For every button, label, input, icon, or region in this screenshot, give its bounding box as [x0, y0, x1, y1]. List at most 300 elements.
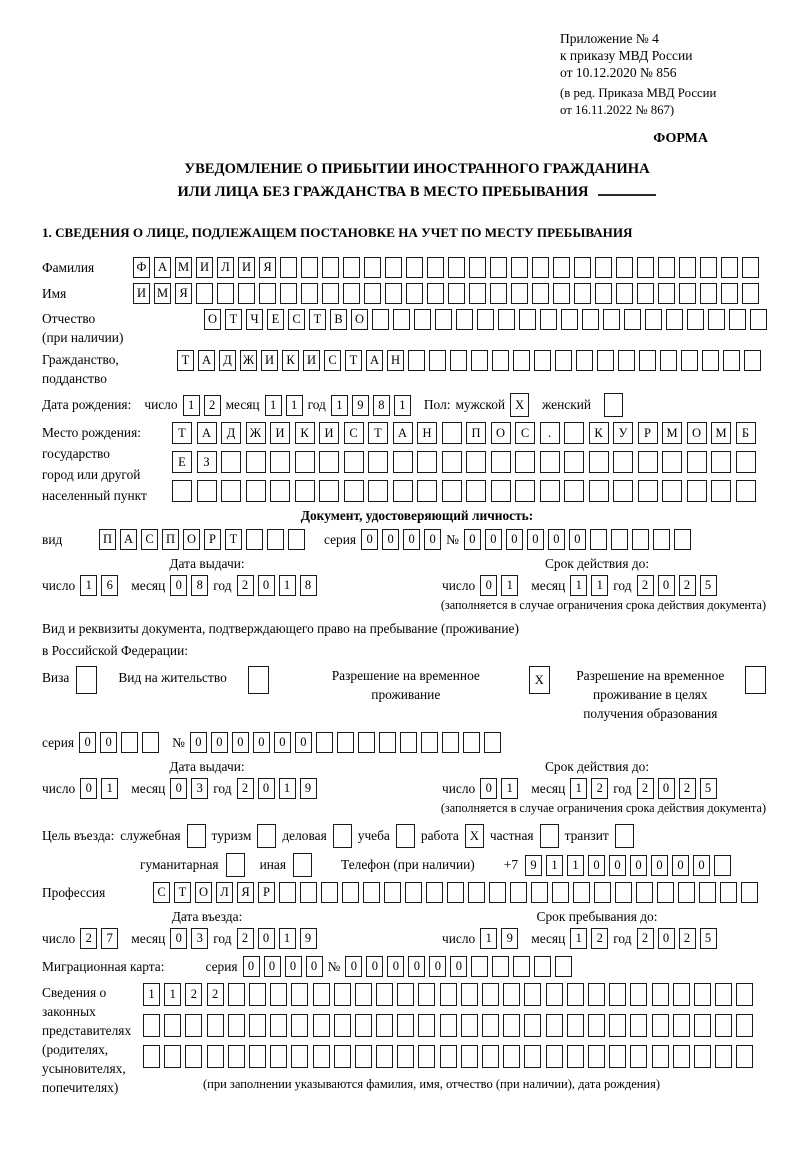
res-series-cell[interactable]: 0 [79, 732, 96, 753]
humanitarian-checkbox[interactable] [226, 853, 245, 877]
phone-cell[interactable]: 0 [672, 855, 689, 876]
doc-series-cell[interactable]: 0 [403, 529, 420, 550]
firstname-cell[interactable] [322, 283, 339, 304]
res-valid-day-cell[interactable]: 1 [501, 778, 518, 799]
doc-kind-cell[interactable] [246, 529, 263, 550]
representative-cell[interactable] [461, 1045, 478, 1068]
doc-kind-cell[interactable]: А [120, 529, 137, 550]
doc-number-cell[interactable] [590, 529, 607, 550]
birthplace-cell[interactable] [368, 451, 388, 473]
firstname-cell[interactable] [406, 283, 423, 304]
migration-number-cell[interactable] [492, 956, 509, 977]
doc-valid-year-cell[interactable]: 2 [637, 575, 654, 596]
entry-day-cell[interactable]: 2 [80, 928, 97, 949]
surname-cell[interactable] [427, 257, 444, 278]
representative-cell[interactable] [207, 1045, 224, 1068]
firstname-cell[interactable] [427, 283, 444, 304]
doc-issue-day-cell[interactable]: 6 [101, 575, 118, 596]
representative-cell[interactable]: 2 [185, 983, 202, 1006]
citizenship-cell[interactable]: Н [387, 350, 404, 371]
representative-cell[interactable] [313, 1045, 330, 1068]
res-number-cell[interactable]: 0 [211, 732, 228, 753]
doc-valid-month-cell[interactable]: 1 [570, 575, 587, 596]
doc-series-cell[interactable]: 0 [382, 529, 399, 550]
private-checkbox[interactable] [540, 824, 559, 848]
commercial-checkbox[interactable] [333, 824, 352, 848]
doc-issue-month-cell[interactable]: 8 [191, 575, 208, 596]
firstname-cell[interactable] [343, 283, 360, 304]
citizenship-cell[interactable] [597, 350, 614, 371]
doc-valid-month-cell[interactable]: 1 [591, 575, 608, 596]
res-valid-year-cell[interactable]: 2 [679, 778, 696, 799]
citizenship-cell[interactable] [471, 350, 488, 371]
phone-cell[interactable]: 0 [651, 855, 668, 876]
stay-year-cell[interactable]: 2 [679, 928, 696, 949]
citizenship-cell[interactable] [576, 350, 593, 371]
surname-cell[interactable] [343, 257, 360, 278]
birthplace-cell[interactable] [491, 480, 511, 502]
representative-cell[interactable] [524, 1045, 541, 1068]
representative-cell[interactable] [461, 983, 478, 1006]
citizenship-cell[interactable] [681, 350, 698, 371]
representative-cell[interactable] [418, 1014, 435, 1037]
birthplace-cell[interactable] [687, 451, 707, 473]
male-checkbox[interactable]: X [510, 393, 529, 417]
birthplace-cell[interactable]: У [613, 422, 633, 444]
firstname-cell[interactable] [616, 283, 633, 304]
birthplace-cell[interactable] [417, 480, 437, 502]
representative-cell[interactable] [185, 1045, 202, 1068]
surname-cell[interactable] [322, 257, 339, 278]
representative-cell[interactable] [418, 1045, 435, 1068]
res-series-cell[interactable] [121, 732, 138, 753]
doc-number-cell[interactable] [611, 529, 628, 550]
representative-cell[interactable] [736, 1045, 753, 1068]
birth-year-cell[interactable]: 8 [373, 395, 390, 416]
stay-month-cell[interactable]: 2 [591, 928, 608, 949]
birth-day-cell[interactable]: 1 [183, 395, 200, 416]
citizenship-cell[interactable] [513, 350, 530, 371]
birthplace-cell[interactable]: И [270, 422, 290, 444]
birthplace-cell[interactable] [515, 480, 535, 502]
citizenship-cell[interactable] [639, 350, 656, 371]
birthplace-cell[interactable] [662, 480, 682, 502]
migration-number-cell[interactable]: 0 [387, 956, 404, 977]
entry-month-cell[interactable]: 3 [191, 928, 208, 949]
patronymic-cell[interactable] [582, 309, 599, 330]
surname-cell[interactable] [574, 257, 591, 278]
patronymic-cell[interactable] [750, 309, 767, 330]
entry-year-cell[interactable]: 9 [300, 928, 317, 949]
birthplace-cell[interactable]: Н [417, 422, 437, 444]
representative-cell[interactable] [143, 1045, 160, 1068]
birthplace-cell[interactable] [589, 451, 609, 473]
surname-cell[interactable]: И [196, 257, 213, 278]
birthplace-cell[interactable]: А [197, 422, 217, 444]
patronymic-cell[interactable] [645, 309, 662, 330]
citizenship-cell[interactable] [450, 350, 467, 371]
birthplace-cell[interactable]: Б [736, 422, 756, 444]
birthplace-cell[interactable] [393, 480, 413, 502]
migration-series-cell[interactable]: 0 [243, 956, 260, 977]
birthplace-cell[interactable] [638, 480, 658, 502]
birthplace-cell[interactable] [540, 451, 560, 473]
representative-cell[interactable] [440, 1045, 457, 1068]
profession-cell[interactable] [426, 882, 443, 903]
doc-number-cell[interactable]: 0 [548, 529, 565, 550]
res-issue-year-cell[interactable]: 0 [258, 778, 275, 799]
migration-number-cell[interactable]: 0 [366, 956, 383, 977]
patronymic-cell[interactable] [498, 309, 515, 330]
res-valid-year-cell[interactable]: 5 [700, 778, 717, 799]
representative-cell[interactable] [524, 1014, 541, 1037]
doc-issue-month-cell[interactable]: 0 [170, 575, 187, 596]
profession-cell[interactable] [699, 882, 716, 903]
representative-cell[interactable] [334, 1045, 351, 1068]
migration-number-cell[interactable]: 0 [408, 956, 425, 977]
profession-cell[interactable] [321, 882, 338, 903]
migration-number-cell[interactable] [471, 956, 488, 977]
tourism-checkbox[interactable] [257, 824, 276, 848]
patronymic-cell[interactable]: Т [309, 309, 326, 330]
representative-cell[interactable] [270, 1045, 287, 1068]
representative-cell[interactable] [694, 983, 711, 1006]
doc-issue-day-cell[interactable]: 1 [80, 575, 97, 596]
citizenship-cell[interactable]: И [303, 350, 320, 371]
birthplace-cell[interactable] [687, 480, 707, 502]
firstname-cell[interactable] [196, 283, 213, 304]
firstname-cell[interactable]: М [154, 283, 171, 304]
representative-cell[interactable] [355, 1045, 372, 1068]
birthplace-cell[interactable]: Т [368, 422, 388, 444]
birthplace-cell[interactable]: А [393, 422, 413, 444]
birthplace-cell[interactable] [736, 451, 756, 473]
doc-issue-year-cell[interactable]: 1 [279, 575, 296, 596]
firstname-cell[interactable] [469, 283, 486, 304]
birthplace-cell[interactable]: О [491, 422, 511, 444]
representative-cell[interactable] [376, 1045, 393, 1068]
profession-cell[interactable] [279, 882, 296, 903]
doc-kind-cell[interactable] [288, 529, 305, 550]
representative-cell[interactable]: 2 [207, 983, 224, 1006]
representative-cell[interactable] [503, 983, 520, 1006]
birthplace-cell[interactable] [491, 451, 511, 473]
profession-cell[interactable] [447, 882, 464, 903]
patronymic-cell[interactable] [687, 309, 704, 330]
birthplace-cell[interactable] [344, 480, 364, 502]
doc-number-cell[interactable] [632, 529, 649, 550]
surname-cell[interactable] [469, 257, 486, 278]
res-number-cell[interactable]: 0 [253, 732, 270, 753]
patronymic-cell[interactable] [708, 309, 725, 330]
res-issue-day-cell[interactable]: 0 [80, 778, 97, 799]
firstname-cell[interactable] [217, 283, 234, 304]
representative-cell[interactable] [249, 1045, 266, 1068]
birthplace-cell[interactable] [344, 451, 364, 473]
representative-cell[interactable] [546, 1014, 563, 1037]
profession-cell[interactable] [342, 882, 359, 903]
representative-cell[interactable] [249, 1014, 266, 1037]
citizenship-cell[interactable]: К [282, 350, 299, 371]
patronymic-cell[interactable] [540, 309, 557, 330]
citizenship-cell[interactable] [702, 350, 719, 371]
res-number-cell[interactable] [484, 732, 501, 753]
patronymic-cell[interactable] [414, 309, 431, 330]
study-checkbox[interactable] [396, 824, 415, 848]
surname-cell[interactable] [385, 257, 402, 278]
representative-cell[interactable] [715, 1014, 732, 1037]
patronymic-cell[interactable] [519, 309, 536, 330]
birthplace-cell[interactable]: О [687, 422, 707, 444]
firstname-cell[interactable] [532, 283, 549, 304]
res-number-cell[interactable] [316, 732, 333, 753]
phone-cell[interactable] [714, 855, 731, 876]
phone-cell[interactable]: 0 [609, 855, 626, 876]
entry-month-cell[interactable]: 0 [170, 928, 187, 949]
representative-cell[interactable] [567, 1045, 584, 1068]
representative-cell[interactable] [673, 1045, 690, 1068]
representative-cell[interactable] [588, 1045, 605, 1068]
representative-cell[interactable] [503, 1045, 520, 1068]
firstname-cell[interactable] [385, 283, 402, 304]
surname-cell[interactable] [595, 257, 612, 278]
profession-cell[interactable] [510, 882, 527, 903]
phone-cell[interactable]: 0 [693, 855, 710, 876]
representative-cell[interactable] [652, 1014, 669, 1037]
birthplace-cell[interactable] [711, 451, 731, 473]
birthplace-cell[interactable] [417, 451, 437, 473]
representative-cell[interactable] [313, 983, 330, 1006]
birthplace-cell[interactable]: Ж [246, 422, 266, 444]
citizenship-cell[interactable]: Д [219, 350, 236, 371]
birth-year-cell[interactable]: 1 [331, 395, 348, 416]
birthplace-cell[interactable] [295, 480, 315, 502]
stay-year-cell[interactable]: 5 [700, 928, 717, 949]
representative-cell[interactable] [291, 983, 308, 1006]
birthplace-cell[interactable] [736, 480, 756, 502]
citizenship-cell[interactable] [492, 350, 509, 371]
birthplace-cell[interactable]: Р [638, 422, 658, 444]
firstname-cell[interactable] [679, 283, 696, 304]
firstname-cell[interactable] [658, 283, 675, 304]
doc-valid-year-cell[interactable]: 0 [658, 575, 675, 596]
profession-cell[interactable] [489, 882, 506, 903]
surname-cell[interactable] [637, 257, 654, 278]
patronymic-cell[interactable] [393, 309, 410, 330]
res-number-cell[interactable] [442, 732, 459, 753]
res-issue-month-cell[interactable]: 3 [191, 778, 208, 799]
stay-year-cell[interactable]: 0 [658, 928, 675, 949]
profession-cell[interactable] [720, 882, 737, 903]
surname-cell[interactable]: М [175, 257, 192, 278]
doc-series-cell[interactable]: 0 [361, 529, 378, 550]
patronymic-cell[interactable]: О [204, 309, 221, 330]
surname-cell[interactable] [679, 257, 696, 278]
res-series-cell[interactable]: 0 [100, 732, 117, 753]
citizenship-cell[interactable]: Ж [240, 350, 257, 371]
patronymic-cell[interactable]: В [330, 309, 347, 330]
res-number-cell[interactable]: 0 [190, 732, 207, 753]
representative-cell[interactable] [736, 983, 753, 1006]
firstname-cell[interactable] [595, 283, 612, 304]
patronymic-cell[interactable] [603, 309, 620, 330]
birthplace-cell[interactable] [319, 480, 339, 502]
doc-number-cell[interactable] [674, 529, 691, 550]
surname-cell[interactable]: Л [217, 257, 234, 278]
profession-cell[interactable]: О [195, 882, 212, 903]
representative-cell[interactable] [482, 1014, 499, 1037]
citizenship-cell[interactable] [723, 350, 740, 371]
doc-valid-day-cell[interactable]: 1 [501, 575, 518, 596]
migration-number-cell[interactable] [555, 956, 572, 977]
patronymic-cell[interactable] [666, 309, 683, 330]
representative-cell[interactable] [376, 1014, 393, 1037]
res-valid-day-cell[interactable]: 0 [480, 778, 497, 799]
birthplace-cell[interactable] [197, 480, 217, 502]
birthplace-cell[interactable] [221, 480, 241, 502]
representative-cell[interactable] [673, 1014, 690, 1037]
citizenship-cell[interactable] [744, 350, 761, 371]
doc-valid-day-cell[interactable]: 0 [480, 575, 497, 596]
profession-cell[interactable]: Я [237, 882, 254, 903]
surname-cell[interactable] [700, 257, 717, 278]
profession-cell[interactable] [468, 882, 485, 903]
firstname-cell[interactable] [742, 283, 759, 304]
doc-kind-cell[interactable]: Р [204, 529, 221, 550]
birth-year-cell[interactable]: 1 [394, 395, 411, 416]
citizenship-cell[interactable] [408, 350, 425, 371]
representative-cell[interactable] [609, 1045, 626, 1068]
res-series-cell[interactable] [142, 732, 159, 753]
representative-cell[interactable] [185, 1014, 202, 1037]
representative-cell[interactable] [567, 983, 584, 1006]
citizenship-cell[interactable] [429, 350, 446, 371]
edu-permit-checkbox[interactable] [745, 666, 766, 694]
representative-cell[interactable] [715, 983, 732, 1006]
entry-year-cell[interactable]: 1 [279, 928, 296, 949]
res-issue-year-cell[interactable]: 2 [237, 778, 254, 799]
representative-cell[interactable] [397, 1014, 414, 1037]
phone-cell[interactable]: 9 [525, 855, 542, 876]
surname-cell[interactable] [658, 257, 675, 278]
birthplace-cell[interactable]: З [197, 451, 217, 473]
representative-cell[interactable] [609, 983, 626, 1006]
birthplace-cell[interactable] [638, 451, 658, 473]
birthplace-cell[interactable] [613, 480, 633, 502]
birthplace-cell[interactable] [613, 451, 633, 473]
phone-cell[interactable]: 1 [567, 855, 584, 876]
phone-cell[interactable]: 1 [546, 855, 563, 876]
representative-cell[interactable] [736, 1014, 753, 1037]
profession-cell[interactable]: С [153, 882, 170, 903]
res-number-cell[interactable]: 0 [232, 732, 249, 753]
birthplace-cell[interactable]: Е [172, 451, 192, 473]
firstname-cell[interactable] [448, 283, 465, 304]
representative-cell[interactable] [249, 983, 266, 1006]
patronymic-cell[interactable]: Т [225, 309, 242, 330]
female-checkbox[interactable] [604, 393, 623, 417]
entry-year-cell[interactable]: 0 [258, 928, 275, 949]
profession-cell[interactable] [741, 882, 758, 903]
citizenship-cell[interactable] [618, 350, 635, 371]
birthplace-cell[interactable] [368, 480, 388, 502]
stay-month-cell[interactable]: 1 [570, 928, 587, 949]
representative-cell[interactable] [482, 983, 499, 1006]
doc-valid-year-cell[interactable]: 2 [679, 575, 696, 596]
entry-year-cell[interactable]: 2 [237, 928, 254, 949]
res-issue-year-cell[interactable]: 9 [300, 778, 317, 799]
surname-cell[interactable] [448, 257, 465, 278]
other-checkbox[interactable] [293, 853, 312, 877]
birthplace-cell[interactable] [393, 451, 413, 473]
representative-cell[interactable] [588, 1014, 605, 1037]
surname-cell[interactable] [280, 257, 297, 278]
firstname-cell[interactable] [280, 283, 297, 304]
representative-cell[interactable] [503, 1014, 520, 1037]
patronymic-cell[interactable] [372, 309, 389, 330]
patronymic-cell[interactable] [624, 309, 641, 330]
representative-cell[interactable] [270, 1014, 287, 1037]
birthplace-cell[interactable] [662, 451, 682, 473]
representative-cell[interactable] [694, 1014, 711, 1037]
representative-cell[interactable] [397, 983, 414, 1006]
representative-cell[interactable] [567, 1014, 584, 1037]
res-number-cell[interactable]: 0 [274, 732, 291, 753]
doc-number-cell[interactable] [653, 529, 670, 550]
surname-cell[interactable] [721, 257, 738, 278]
representative-cell[interactable] [588, 983, 605, 1006]
profession-cell[interactable] [657, 882, 674, 903]
birthplace-cell[interactable]: М [711, 422, 731, 444]
doc-kind-cell[interactable]: С [141, 529, 158, 550]
profession-cell[interactable] [678, 882, 695, 903]
birthplace-cell[interactable] [589, 480, 609, 502]
firstname-cell[interactable] [553, 283, 570, 304]
res-number-cell[interactable] [400, 732, 417, 753]
profession-cell[interactable] [405, 882, 422, 903]
birthplace-cell[interactable] [564, 422, 584, 444]
phone-cell[interactable]: 0 [630, 855, 647, 876]
representative-cell[interactable] [164, 1045, 181, 1068]
birthplace-cell[interactable]: И [319, 422, 339, 444]
representative-cell[interactable]: 1 [143, 983, 160, 1006]
representative-cell[interactable] [376, 983, 393, 1006]
doc-number-cell[interactable]: 0 [506, 529, 523, 550]
birth-year-cell[interactable]: 9 [352, 395, 369, 416]
birthplace-cell[interactable] [246, 480, 266, 502]
res-issue-month-cell[interactable]: 0 [170, 778, 187, 799]
migration-number-cell[interactable] [534, 956, 551, 977]
profession-cell[interactable]: Л [216, 882, 233, 903]
birth-day-cell[interactable]: 2 [204, 395, 221, 416]
representative-cell[interactable] [715, 1045, 732, 1068]
patronymic-cell[interactable]: С [288, 309, 305, 330]
doc-number-cell[interactable]: 0 [464, 529, 481, 550]
representative-cell[interactable] [334, 1014, 351, 1037]
migration-series-cell[interactable]: 0 [264, 956, 281, 977]
citizenship-cell[interactable]: А [198, 350, 215, 371]
doc-number-cell[interactable]: 0 [485, 529, 502, 550]
res-number-cell[interactable] [421, 732, 438, 753]
stay-year-cell[interactable]: 2 [637, 928, 654, 949]
profession-cell[interactable]: Т [174, 882, 191, 903]
representative-cell[interactable]: 1 [164, 983, 181, 1006]
res-valid-year-cell[interactable]: 0 [658, 778, 675, 799]
profession-cell[interactable] [636, 882, 653, 903]
representative-cell[interactable] [482, 1045, 499, 1068]
birthplace-cell[interactable] [270, 451, 290, 473]
firstname-cell[interactable] [259, 283, 276, 304]
